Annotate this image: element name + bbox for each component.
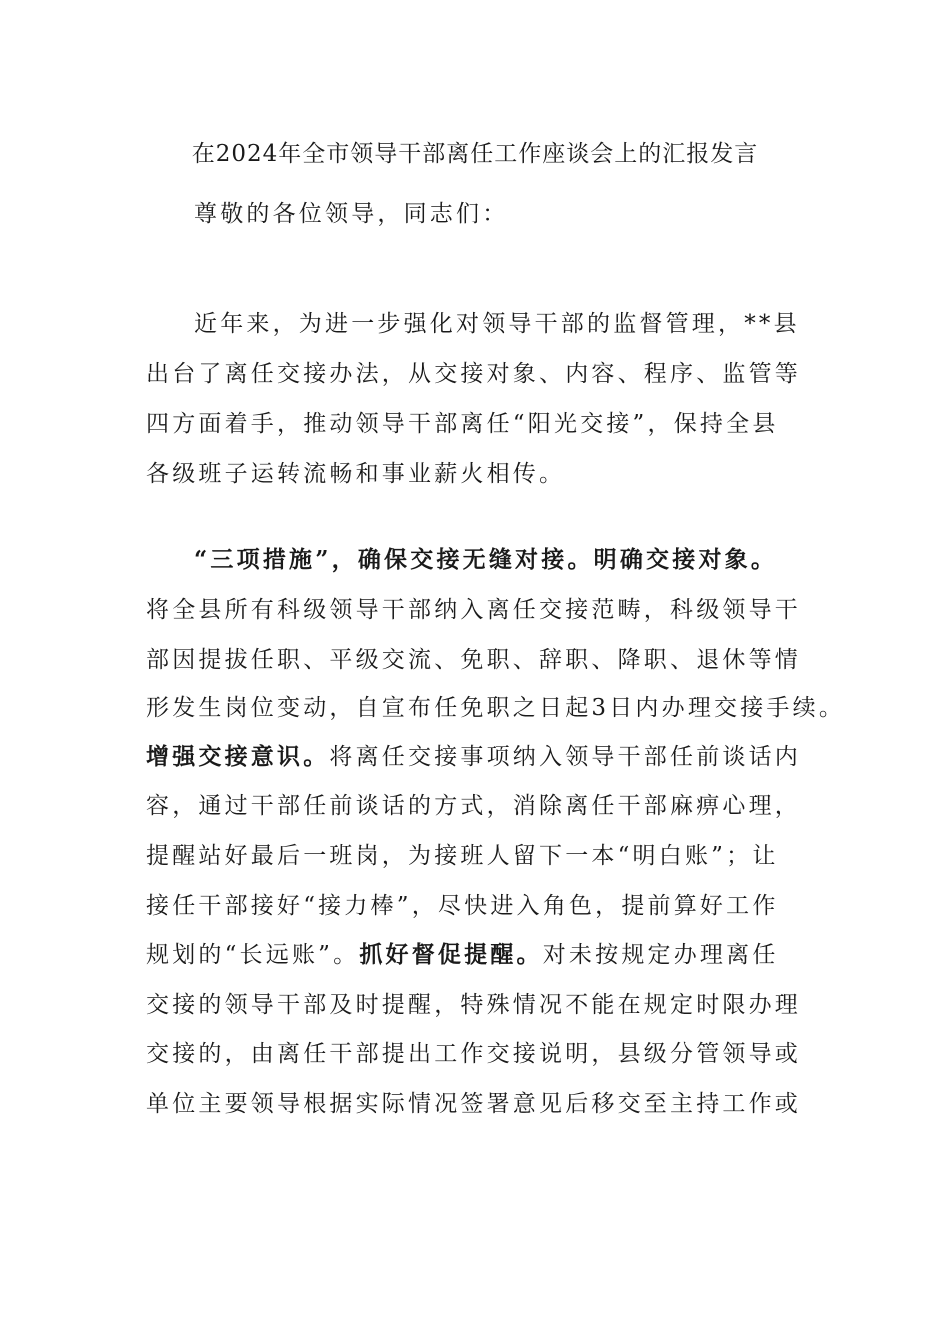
measure-text: 规划的“长远账”。	[146, 942, 360, 968]
document-title: 在2024年全市领导干部离任工作座谈会上的汇报发言	[191, 141, 759, 167]
section-heading: “三项措施”，确保交接无缝对接。明确交接对象。	[194, 546, 778, 573]
measure-text: 将离任交接事项纳入领导干部任前谈话内	[329, 744, 802, 770]
measure-text: 对未按规定办理离任	[542, 942, 779, 968]
intro-line: 近年来，为进一步强化对领导干部的监督管理，**县	[194, 311, 800, 337]
intro-line: 各级班子运转流畅和事业薪火相传。	[146, 461, 566, 487]
body-line: 将全县所有科级领导干部纳入离任交接范畴，科级领导干	[146, 597, 801, 623]
measure-title: 增强交接意识。	[146, 743, 330, 770]
body-line: 部因提拔任职、平级交流、免职、辞职、降职、退休等情	[146, 647, 801, 673]
body-line: 接任干部接好“接力棒”，尽快进入角色，提前算好工作	[146, 893, 779, 919]
body-line	[146, 935, 779, 975]
body-line: 单位主要领导根据实际情况签署意见后移交至主持工作或	[146, 1091, 801, 1117]
body-line	[146, 737, 801, 777]
body-line: 提醒站好最后一班岗，为接班人留下一本“明白账”；让	[146, 843, 779, 869]
intro-line: 四方面着手，推动领导干部离任“阳光交接”，保持全县	[146, 411, 779, 437]
body-line: 交接的，由离任干部提出工作交接说明，县级分管领导或	[146, 1041, 801, 1067]
salutation: 尊敬的各位领导，同志们：	[194, 201, 509, 227]
body-line: 容，通过干部任前谈话的方式，消除离任干部麻痹心理，	[146, 793, 801, 819]
measure-title: 抓好督促提醒。	[359, 941, 543, 968]
intro-line: 出台了离任交接办法，从交接对象、内容、程序、监管等	[146, 361, 801, 387]
body-line: 形发生岗位变动，自宣布任免职之日起3日内办理交接手续。	[146, 695, 846, 721]
body-line: 交接的领导干部及时提醒，特殊情况不能在规定时限办理	[146, 992, 801, 1018]
